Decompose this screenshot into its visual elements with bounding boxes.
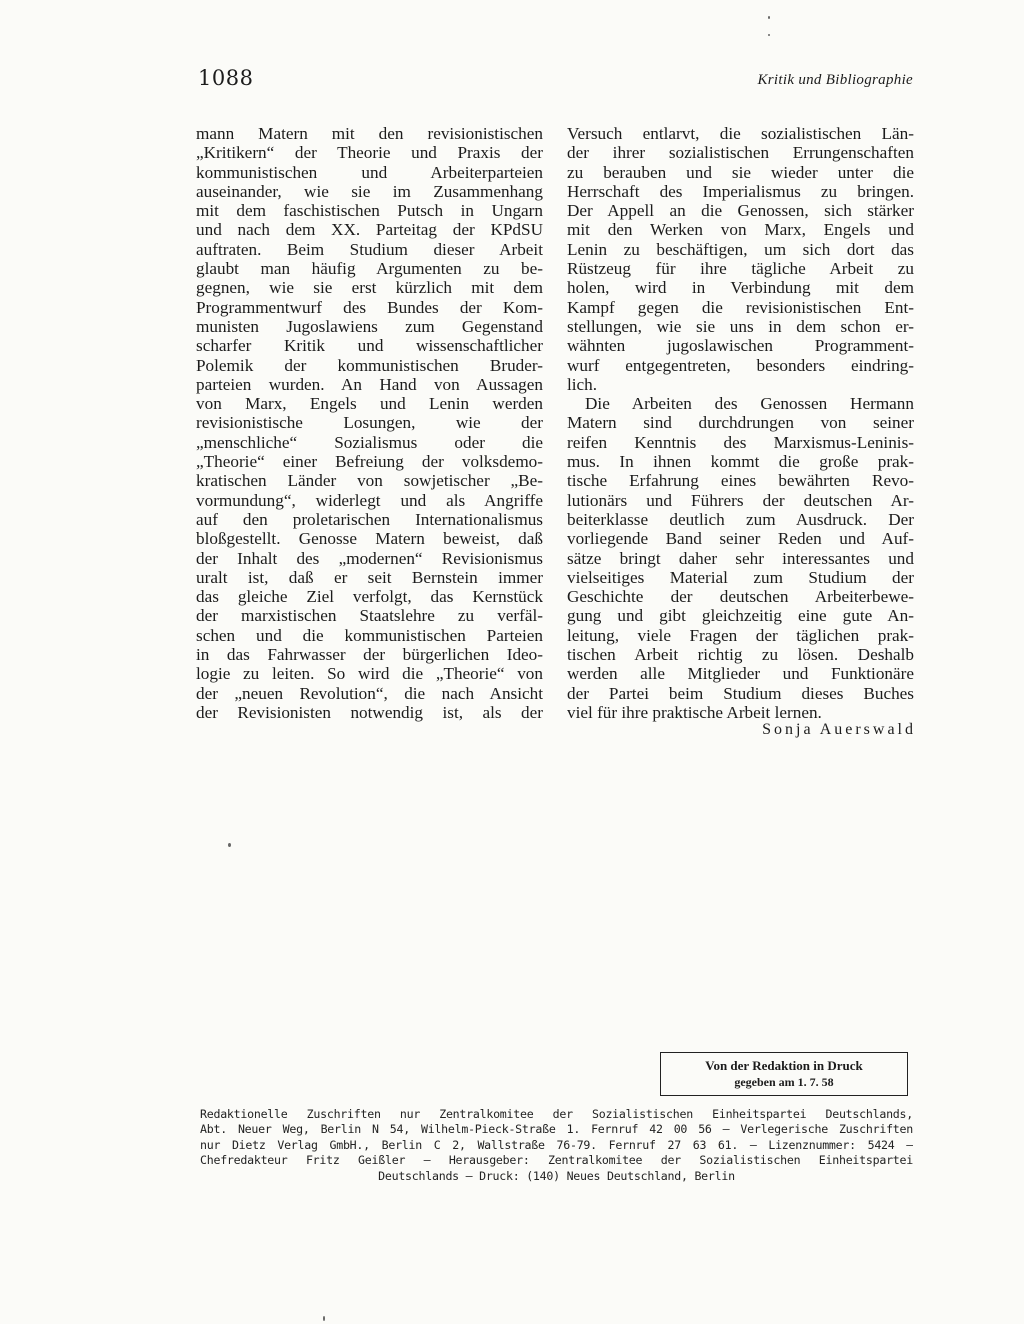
- text-line: auseinander, wie sie im Zusammenhang: [196, 181, 543, 201]
- text-line: Polemik der kommunistischen Bruder-: [196, 355, 543, 375]
- text-line: Versuch entlarvt, die sozialistischen Län-: [567, 124, 914, 143]
- text-line: Deutschlands – Druck: (140) Neues Deutschland, Berlin: [378, 1168, 735, 1183]
- text-line: wurf entgegentreten, besonders eindring-: [567, 355, 914, 375]
- text-line: vormundung“, widerlegt und als Angriffe: [196, 490, 543, 510]
- text-line: sätze bringt daher sehr interessantes und: [567, 548, 914, 568]
- text-line: „menschliche“ Sozialismus oder die: [196, 432, 543, 452]
- text-line: der marxistischen Staatslehre zu verfäl-: [196, 606, 543, 626]
- text-line: zu berauben und sie wieder unter die: [567, 162, 914, 182]
- text-line: vorliegende Band seiner Reden und Auf-: [567, 529, 914, 549]
- text-line: scharfer Kritik und wissenschaftlicher: [196, 336, 543, 356]
- text-line: mann Matern mit den revisionistischen: [196, 124, 543, 143]
- text-line: der „neuen Revolution“, die nach Ansicht: [196, 683, 543, 703]
- text-column-right: [567, 124, 914, 722]
- scan-speck: [768, 16, 770, 19]
- text-line: „Theorie“ einer Befreiung der volksdemo-: [196, 452, 543, 472]
- text-line: leitung, viele Fragen der täglichen prak-: [567, 625, 914, 645]
- text-line: mus. In ihnen kommt die große prak-: [567, 452, 914, 472]
- text-line: vielseitiges Material zum Studium der: [567, 567, 914, 587]
- text-line: werden alle Mitglieder und Funktionäre: [567, 664, 914, 684]
- text-line: viel für ihre praktische Arbeit lernen.: [567, 702, 822, 722]
- text-line: schen und die kommunistischen Parteien: [196, 625, 543, 645]
- text-line: Redaktionelle Zuschriften nur Zentralkomitee der Sozialistischen Einheitspartei Deutschlands,: [200, 1107, 913, 1121]
- paragraph: [567, 394, 914, 722]
- text-line: Chefredakteur Fritz Geißler – Herausgeber: Zentralkomitee der Sozialistischen Einheitspartei: [200, 1153, 913, 1168]
- text-line: das gleiche Ziel verfolgt, das Kernstück: [196, 587, 543, 607]
- text-line: gung und gibt gleichzeitig eine gute An-: [567, 606, 914, 626]
- text-line: mit den Werken von Marx, Engels und: [567, 220, 914, 240]
- text-column-left: [196, 124, 543, 722]
- text-line: revisionistische Losungen, wie der: [196, 413, 543, 433]
- text-line: Geschichte der deutschen Arbeiterbewe-: [567, 587, 914, 607]
- text-line: Der Appell an die Genossen, sich stärker: [567, 201, 914, 221]
- text-line: der ihrer sozialistischen Errungenschaften: [567, 143, 914, 163]
- scan-speck: [323, 1316, 325, 1321]
- text-line: auf den proletarischen Internationalismus: [196, 509, 543, 529]
- text-line: uralt ist, daß er seit Bernstein immer: [196, 567, 543, 587]
- text-line: glaubt man häufig Argumenten zu be-: [196, 259, 543, 279]
- text-line: munisten Jugoslawiens zum Gegenstand: [196, 316, 543, 336]
- page-number: 1088: [198, 66, 254, 90]
- scan-speck: [228, 843, 231, 847]
- text-line: stellungen, wie sie uns in dem schon er-: [567, 316, 914, 336]
- text-line: reifen Kenntnis des Marxismus-Leninis-: [567, 432, 914, 452]
- text-line: gegnen, wie sie erst kürzlich mit dem: [196, 278, 543, 298]
- paragraph: [567, 124, 914, 394]
- text-line: Abt. Neuer Weg, Berlin N 54, Wilhelm-Pieck-Straße 1. Fernruf 42 00 56 – Verlegerische Zuschriften: [200, 1122, 913, 1137]
- scan-speck: [768, 34, 770, 36]
- print-notice-line: Von der Redaktion in Druck: [705, 1058, 863, 1073]
- text-line: tischen Arbeit richtig zu lösen. Deshalb: [567, 645, 914, 665]
- text-line: kommunistischen und Arbeiterparteien: [196, 162, 543, 182]
- text-line: lutionärs und Führers der deutschen Ar-: [567, 490, 914, 510]
- text-line: und nach dem XX. Parteitag der KPdSU: [196, 220, 543, 240]
- imprint: [200, 1107, 913, 1184]
- text-line: Rüstzeug für ihre tägliche Arbeit zu: [567, 259, 914, 279]
- text-line: von Marx, Engels und Lenin werden: [196, 394, 543, 414]
- running-head: Kritik und Bibliographie: [757, 72, 913, 88]
- text-line: der Partei beim Studium dieses Buches: [567, 683, 914, 703]
- text-line: mit dem faschistischen Putsch in Ungarn: [196, 201, 543, 221]
- text-line: logie zu leiten. So wird die „Theorie“ von: [196, 664, 543, 684]
- text-line: nur Dietz Verlag GmbH., Berlin C 2, Wallstraße 76-79. Fernruf 27 63 61. – Lizenznummer: 5424 –: [200, 1137, 913, 1152]
- text-line: holen, wird in Verbindung mit dem: [567, 278, 914, 298]
- text-line: tische Erfahrung eines bewährten Revo-: [567, 471, 914, 491]
- text-line: auftraten. Beim Studium dieser Arbeit: [196, 239, 543, 259]
- text-line: Matern sind durchdrungen von seiner: [567, 413, 914, 433]
- text-line: kratischen Länder von sowjetischer „Be-: [196, 471, 543, 491]
- text-line: Die Arbeiten des Genossen Hermann: [585, 394, 914, 414]
- text-line: bloßgestellt. Genosse Matern beweist, daß: [196, 529, 543, 549]
- text-line: parteien wurden. An Hand von Aussagen: [196, 374, 543, 394]
- text-line: lich.: [567, 374, 598, 394]
- text-line: der Inhalt des „modernen“ Revisionismus: [196, 548, 543, 568]
- text-line: beiterklasse deutlich zum Ausdruck. Der: [567, 509, 914, 529]
- text-line: in das Fahrwasser der bürgerlichen Ideo-: [196, 645, 543, 665]
- text-line: Herrschaft des Imperialismus zu bringen.: [567, 181, 914, 201]
- print-notice-date: gegeben am 1. 7. 58: [734, 1075, 834, 1089]
- text-line: der Revisionisten notwendig ist, als der: [196, 702, 543, 722]
- text-line: Kampf gegen die revisionistischen Ent-: [567, 297, 914, 317]
- text-line: Programmentwurf des Bundes der Kom-: [196, 297, 543, 317]
- author-signature: Sonja Auerswald: [762, 721, 916, 738]
- print-date-box: [660, 1052, 908, 1096]
- text-line: wähnten jugoslawischen Programment-: [567, 336, 914, 356]
- text-line: „Kritikern“ der Theorie und Praxis der: [196, 143, 543, 163]
- text-line: Lenin zu beschäftigen, um sich dort das: [567, 239, 914, 259]
